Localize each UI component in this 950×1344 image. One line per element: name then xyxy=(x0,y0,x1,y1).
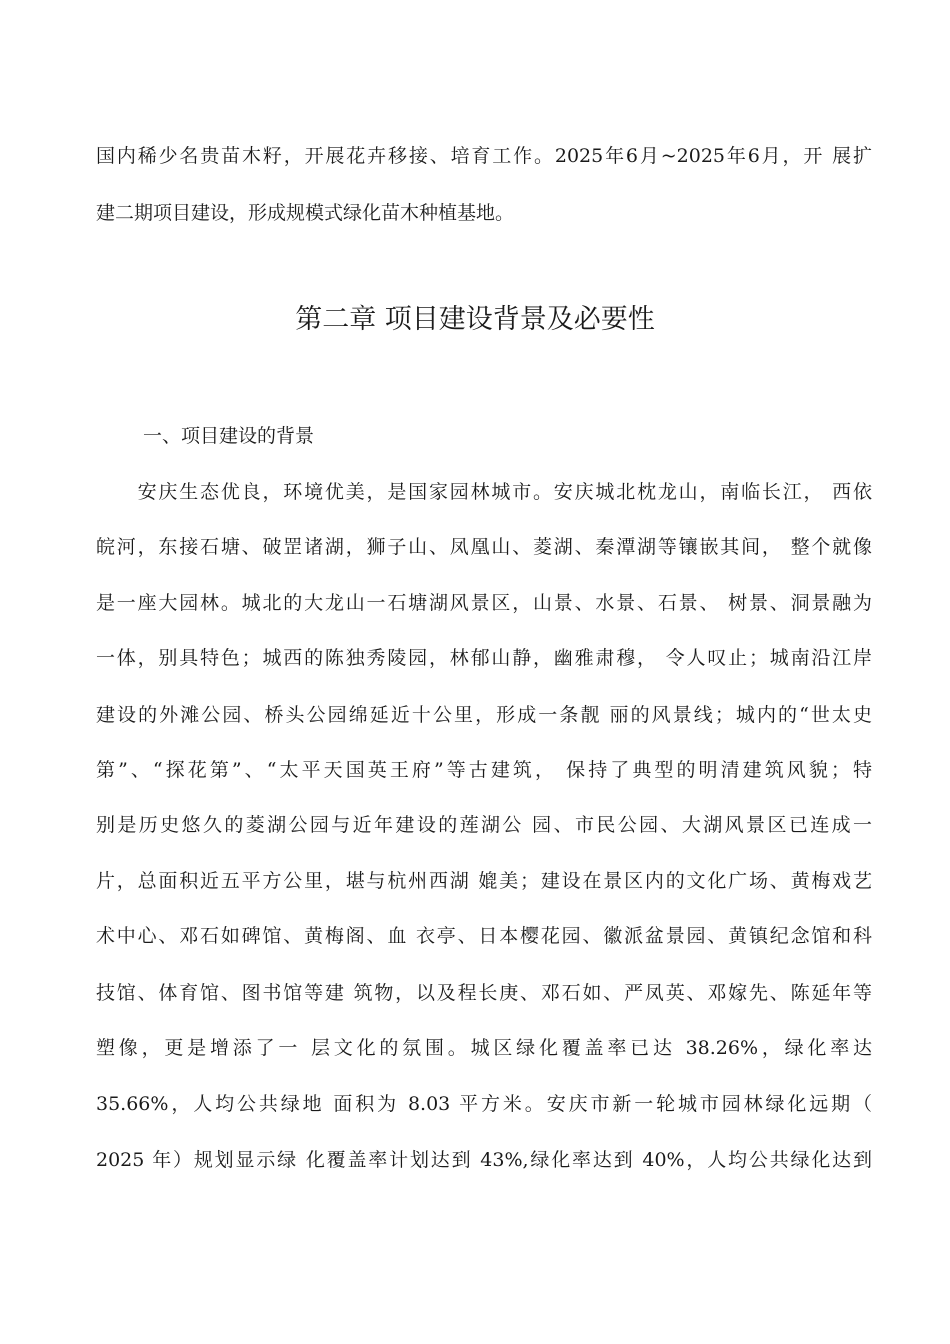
intro-line: 国内稀少名贵苗木籽，开展花卉移接、培育工作。2025年6月~2025年6月，开 展扩 xyxy=(96,145,872,167)
body-line: 塑像，更是增添了一 层文化的氛围。城区绿化覆盖率已达 38.26%，绿化率达 xyxy=(96,1037,872,1059)
body-line: 第”、“探花第”、“太平天国英王府”等古建筑， 保持了典型的明清建筑风貌；特 xyxy=(96,759,872,781)
body-line: 片，总面积近五平方公里，堪与杭州西湖 媲美；建设在景区内的文化广场、黄梅戏艺 xyxy=(96,870,872,892)
body-line: 一体，别具特色；城西的陈独秀陵园，林郁山静，幽雅肃穆， 令人叹止；城南沿江岸 xyxy=(96,647,872,669)
body-line: 是一座大园林。城北的大龙山一石塘湖风景区，山景、水景、石景、 树景、洞景融为 xyxy=(96,592,872,614)
body-line: 建设的外滩公园、桥头公园绵延近十公里，形成一条靓 丽的风景线；城内的“世太史 xyxy=(96,704,872,726)
body-line: 2025 年）规划显示绿 化覆盖率计划达到 43%,绿化率达到 40%，人均公共绿化达到 xyxy=(96,1149,872,1171)
body-line: 术中心、邓石如碑馆、黄梅阁、血 衣亭、日本樱花园、徽派盆景园、黄镇纪念馆和科 xyxy=(96,925,872,947)
body-line: 技馆、体育馆、图书馆等建 筑物，以及程长庚、邓石如、严凤英、邓嫁先、陈延年等 xyxy=(96,982,872,1004)
chapter-title: 第二章 项目建设背景及必要性 xyxy=(295,304,655,335)
body-line: 35.66%，人均公共绿地 面积为 8.03 平方米。安庆市新一轮城市园林绿化远期（ xyxy=(96,1093,872,1115)
body-line: 皖河，东接石塘、破罡诸湖，狮子山、凤凰山、菱湖、秦潭湖等镶嵌其间， 整个就像 xyxy=(96,536,872,558)
section-heading: 一、项目建设的背景 xyxy=(143,425,315,447)
body-line: 安庆生态优良，环境优美，是国家园林城市。安庆城北枕龙山，南临长江， 西依 xyxy=(96,481,872,503)
intro-line: 建二期项目建设，形成规模式绿化苗木种植基地。 xyxy=(96,202,515,224)
body-line: 别是历史悠久的菱湖公园与近年建设的莲湖公 园、市民公园、大湖风景区已连成一 xyxy=(96,814,872,836)
